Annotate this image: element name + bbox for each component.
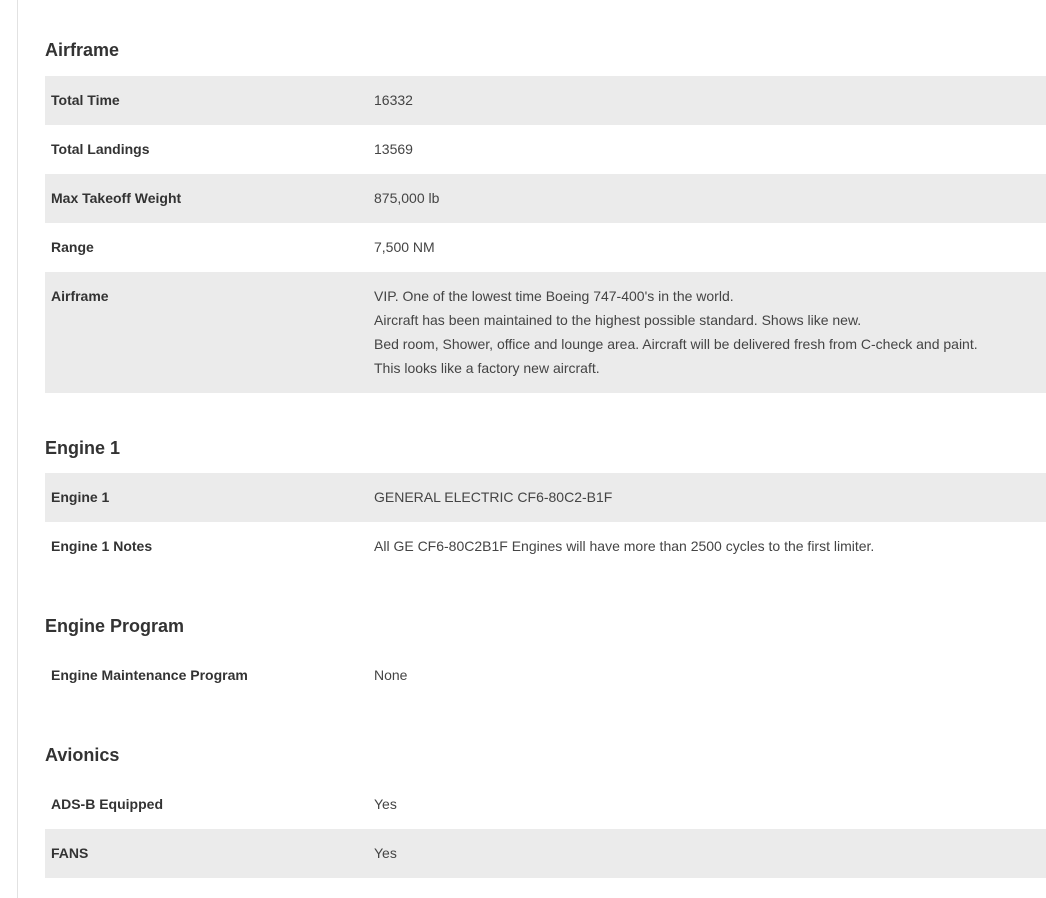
table-row — [45, 125, 1046, 174]
row-value: 16332 — [374, 92, 413, 108]
engine-program-table — [45, 651, 1046, 700]
section-title-avionics: Avionics — [45, 745, 120, 765]
row-label: Max Takeoff Weight — [51, 190, 182, 206]
row-value: Yes — [374, 845, 397, 861]
row-value: 13569 — [374, 141, 413, 157]
row-value: Yes — [374, 796, 397, 812]
row-value: 875,000 lb — [374, 190, 440, 206]
table-row — [45, 473, 1046, 522]
value-line: This looks like a factory new aircraft. — [374, 360, 600, 376]
value-line: Bed room, Shower, office and lounge area. Aircraft will be delivered fresh from C-check and paint. — [374, 336, 978, 352]
section-title-engine-1: Engine 1 — [45, 438, 121, 458]
row-label: ADS-B Equipped — [51, 796, 163, 812]
table-row — [45, 829, 1046, 878]
row-label: Engine 1 — [51, 489, 110, 505]
table-row — [45, 76, 1046, 125]
avionics-table — [45, 780, 1046, 878]
row-label: Total Time — [51, 92, 120, 108]
row-value: GENERAL ELECTRIC CF6-80C2-B1F — [374, 489, 613, 505]
section-title-airframe: Airframe — [45, 40, 120, 60]
airframe-table — [45, 76, 1046, 393]
row-value-multiline — [367, 284, 1046, 380]
row-label: FANS — [51, 845, 89, 861]
table-row — [45, 272, 1046, 393]
table-row — [45, 651, 1046, 700]
value-line: VIP. One of the lowest time Boeing 747-400's in the world. — [374, 288, 734, 304]
row-value: None — [374, 667, 408, 683]
left-border — [17, 0, 18, 898]
row-value: All GE CF6-80C2B1F Engines will have more than 2500 cycles to the first limiter. — [374, 538, 875, 554]
row-label: Engine Maintenance Program — [51, 667, 248, 683]
row-value: 7,500 NM — [374, 239, 435, 255]
table-row — [45, 522, 1046, 571]
row-label: Airframe — [51, 288, 109, 304]
value-line: Aircraft has been maintained to the highest possible standard. Shows like new. — [374, 312, 862, 328]
table-row — [45, 780, 1046, 829]
table-row — [45, 174, 1046, 223]
row-label: Total Landings — [51, 141, 150, 157]
row-label: Engine 1 Notes — [51, 538, 153, 554]
table-row — [45, 223, 1046, 272]
section-title-engine-program: Engine Program — [45, 616, 185, 636]
engine-1-table — [45, 473, 1046, 571]
row-label: Range — [51, 239, 94, 255]
